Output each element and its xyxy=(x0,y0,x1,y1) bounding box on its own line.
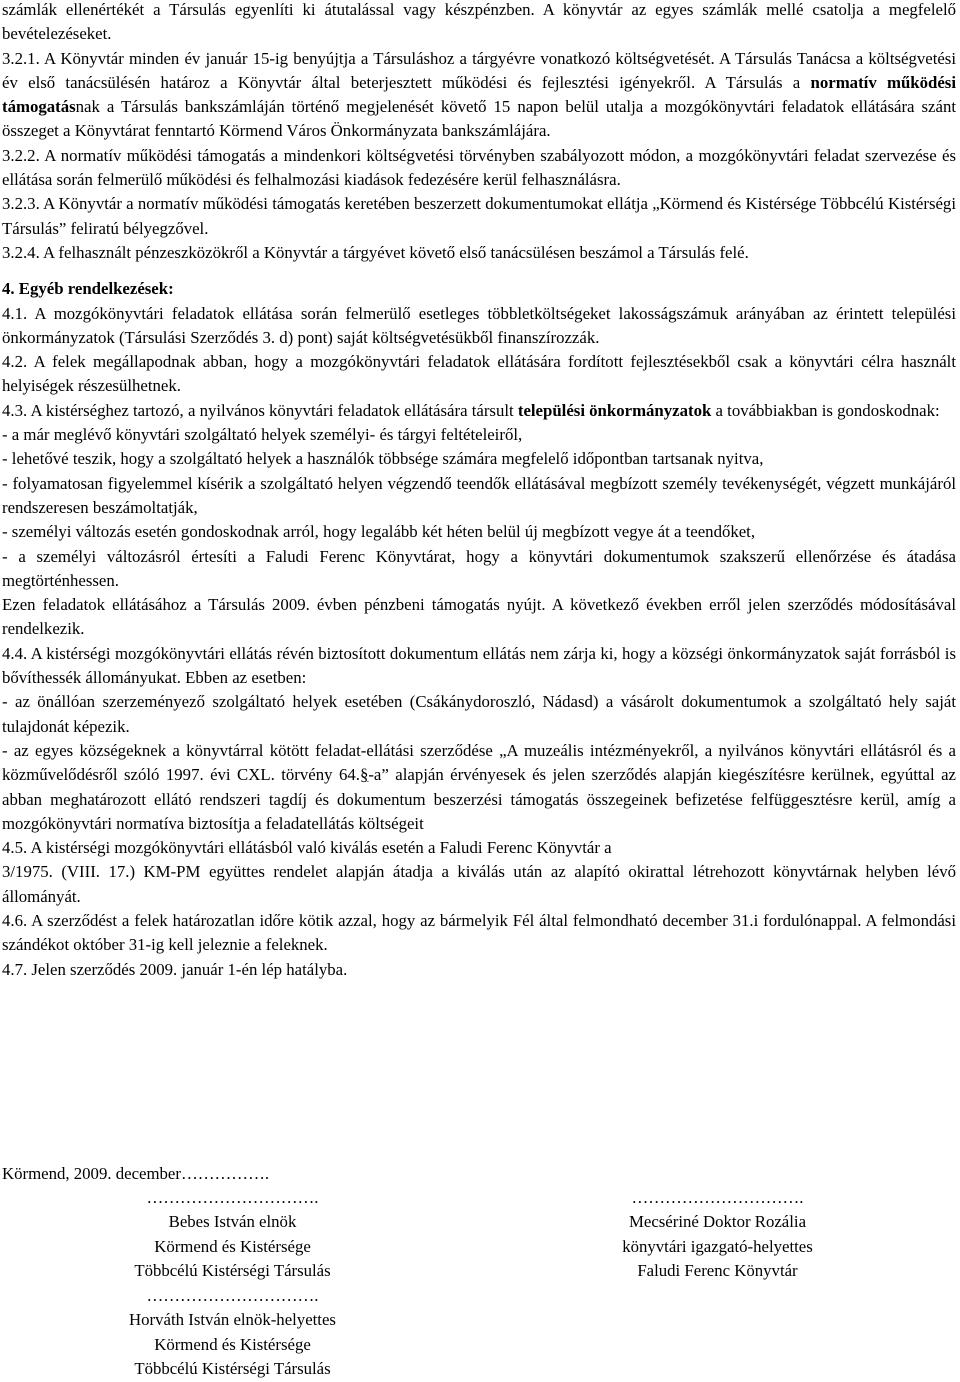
list-item: - lehetővé teszik, hogy a szolgáltató helyek a használók többsége számára megfelelő időpontban tartsanak nyitva, xyxy=(2,449,764,469)
text: 4.3. A kistérséghez tartozó, a nyilvános könyvtári feladatok ellátására társult xyxy=(2,400,518,420)
signature-block-right xyxy=(580,1186,855,1283)
signature-line: …………………………. xyxy=(146,1188,319,1207)
list-item: - a személyi változásról értesíti a Faludi Ferenc Könyvtárat, hogy a könyvtári dokumentumok szakszerű ellenőrzése és átadása megtörténhessen. xyxy=(2,546,956,590)
signature-line: …………………………. xyxy=(631,1188,804,1207)
text: a továbbiakban is gondoskodnak: xyxy=(711,400,940,420)
paragraph: Ezen feladatok ellátásához a Társulás 2009. évben pénzbeni támogatás nyújt. A következő években erről jelen szerződés módosításával rendelkezik. xyxy=(2,595,956,639)
signature-block-bottom xyxy=(90,1284,375,1381)
paragraph-4-5: 4.5. A kistérségi mozgókönyvtári ellátásból való kiválás esetén a Faludi Ferenc Könyvtár a xyxy=(2,838,612,858)
signer-org: Körmend és Kistérsége xyxy=(154,1334,311,1354)
text: 3.2.1. A Könyvtár minden év január 15-ig benyújtja a Társuláshoz a tárgyévre vonatkozó költségvetését. A Társulás Tanácsa a költségvetési év első tanácsülésén határoz a Könyvtár által beterjesztett működési és fejlesztési igényekről. xyxy=(2,48,956,92)
paragraph-4-1: 4.1. A mozgókönyvtári feladatok ellátása során felmerülő esetleges többletköltségeket lakosságszámuk arányában az érintett települési önkormányzatok (Társulási Szerződés 3. d) pont) saját költségvetésükből finanszírozzák. xyxy=(2,303,956,347)
paragraph-3-2-2: 3.2.2. A normatív működési támogatás a mindenkori költségvetési törvényben szabályozott módon, a mozgókönyvtári feladat szervezése és ellátása során felmerülő működési és felhalmozási kiadások fedezésére kerül felhasználásra. xyxy=(2,145,956,190)
underlined-text: § xyxy=(359,765,369,785)
signer-org: Körmend és Kistérsége xyxy=(154,1236,311,1256)
paragraph-4-2: 4.2. A felek megállapodnak abban, hogy a mozgókönyvtári feladatok ellátására fordított fejlesztésekből csak a könyvtári célra használt helyiségek részesülhetnek. xyxy=(2,352,956,396)
paragraph-4-6: 4.6. A szerződést a felek határozatlan időre kötik azzal, hogy az bármelyik Fél által felmondható december 31.i fordulónappal. A felmondási szándékot október 31-ig kell jeleznie a feleknek. xyxy=(2,910,956,955)
paragraph: számlák ellenértékét a Társulás egyenlíti ki átutalással vagy készpénzben. A könyvtár az egyes számlák mellé csatolja a megfelelő bevételezéseket. xyxy=(2,0,956,44)
signature-line: …………………………. xyxy=(146,1286,319,1305)
signer-org: Faludi Ferenc Könyvtár xyxy=(637,1260,798,1280)
signer-name: Mecsériné Doktor Rozália xyxy=(628,1212,807,1232)
document-body xyxy=(2,0,956,982)
list-item: - az önállóan szerzeményező szolgáltató helyek esetében (Csákánydoroszló, Nádasd) a vásárolt dokumentumok a szolgáltató hely saját tulajdonát képezik. xyxy=(2,692,956,736)
paragraph-3-2-1 xyxy=(2,47,956,144)
paragraph-4-4: 4.4. A kistérségi mozgókönyvtári ellátás révén biztosított dokumentum ellátás nem zárja ki, hogy a községi önkormányzatok saját forrásból is bővíthessék állományukat. Ebben az esetben: xyxy=(2,643,956,688)
signer-name: Horváth István elnök-helyettes xyxy=(129,1310,336,1330)
signature-block-left xyxy=(90,1186,375,1283)
list-item: - a már meglévő könyvtári szolgáltató helyek személyi- és tárgyi feltételeiről, xyxy=(2,425,523,445)
signer-org: Többcélú Kistérségi Társulás xyxy=(134,1358,331,1378)
text: -a” alapján érvényesek és jelen szerződés alapján kiegészítésre kerülnek, egyúttal az abban meghatározott ellátó rendszeri tagdíj és dokumentum beszerzési támogatás összegeinek befizetése felfüggesztésre kerül, amíg a mozgókönyvtári normatíva biztosítja a feladatellátás költségeit xyxy=(2,765,956,833)
paragraph-4-5-cont: 3/1975. (VIII. 17.) KM-PM együttes rendelet alapján átadja a kiválás után az alapító okirattal létrehozott könyvtárnak helyben lévő állományát. xyxy=(2,862,956,906)
paragraph-4-3 xyxy=(2,399,956,423)
list-item xyxy=(2,739,956,836)
bold-text: normatív működési támogatás xyxy=(2,72,956,117)
paragraph-4-7: 4.7. Jelen szerződés 2009. január 1-én lép hatályba. xyxy=(2,959,348,979)
place-date: Körmend, 2009. december……………. xyxy=(2,1164,270,1183)
section-heading xyxy=(2,277,956,301)
text: nak a Társulás bankszámláján történő megjelenését követő 15 napon belül utalja a mozgókönyvtári feladatok ellátására szánt összeget a Könyvtárat fenntartó Körmend Város Önkormányzata bankszámlájára. xyxy=(2,97,956,141)
bold-text: települési önkormányzatok xyxy=(517,400,712,420)
paragraph-3-2-4: 3.2.4. A felhasznált pénzeszközökről a Könyvtár a tárgyévet követő első tanácsülésen beszámol a Társulás felé. xyxy=(2,242,749,262)
list-item: - folyamatosan figyelemmel kísérik a szolgáltató helyen végzendő teendők ellátásával megbízott személy tevékenységét, végzett munkájáról rendszeresen beszámoltatják, xyxy=(2,473,956,517)
heading-text: 4. Egyéb rendelkezések: xyxy=(2,279,174,299)
text: A Társulás a xyxy=(695,72,811,92)
signer-role: könyvtári igazgató-helyettes xyxy=(622,1236,813,1256)
paragraph-3-2-3: 3.2.3. A Könyvtár a normatív működési támogatás keretében beszerzett dokumentumokat ellátja „Körmend és Kistérsége Többcélú Kistérségi Társulás” feliratú bélyegzővel. xyxy=(2,194,956,238)
signer-name: Bebes István elnök xyxy=(168,1212,297,1232)
text: - az egyes községeknek a könyvtárral kötött feladat-ellátási szerződése „A muzeális intézményekről, a nyilvános könyvtári ellátásról és a közművelődésről szóló 1997. évi CXL. törvény 64. xyxy=(2,740,956,785)
signer-org: Többcélú Kistérségi Társulás xyxy=(134,1260,331,1280)
list-item: - személyi változás esetén gondoskodnak arról, hogy legalább két héten belül új megbízott vegye át a teendőket, xyxy=(2,522,756,542)
